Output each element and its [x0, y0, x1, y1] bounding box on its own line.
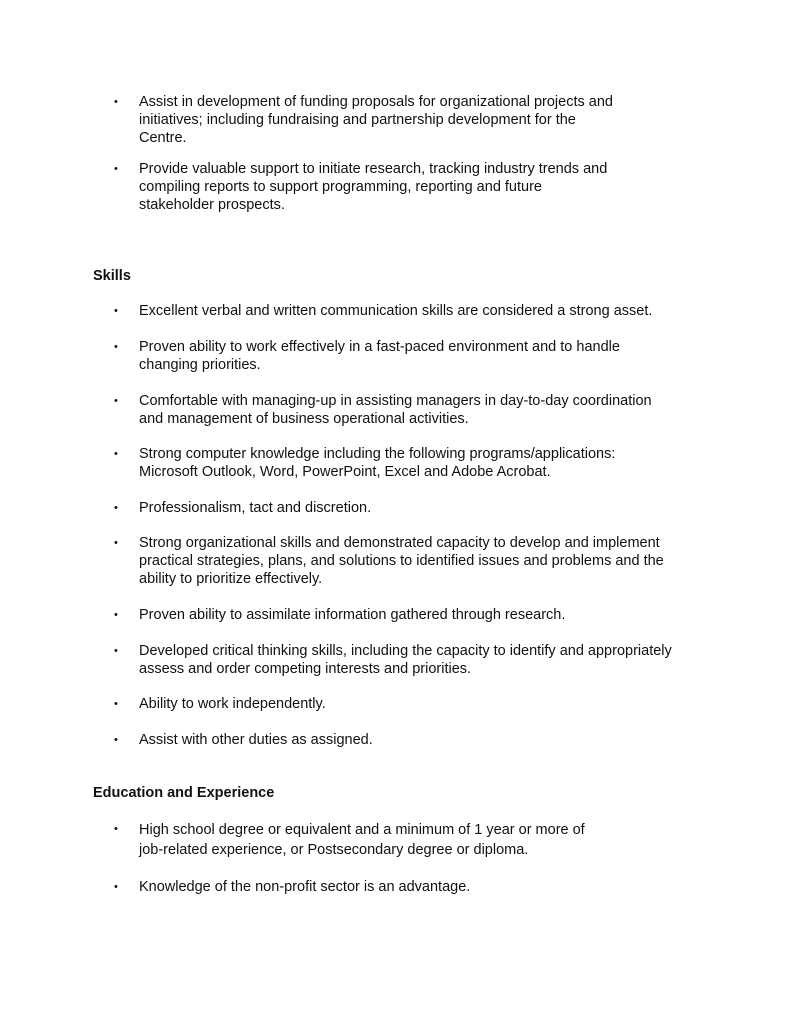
- bullet-marker: •: [114, 645, 118, 657]
- list-item-text: Assist with other duties as assigned.: [139, 732, 373, 748]
- list-item-text: Ability to work independently.: [139, 696, 326, 712]
- list-item-text: Comfortable with managing-up in assisting managers in day-to-day coordination and management of business operational activities.: [139, 393, 652, 427]
- list-item-text: Strong organizational skills and demonstrated capacity to develop and implement practical strategies, plans, and solutions to identified issues and problems and the ability to prioritize effectively.: [139, 535, 664, 587]
- bullet-marker: •: [114, 341, 118, 353]
- bullet-marker: •: [114, 502, 118, 514]
- list-item-text: Developed critical thinking skills, including the capacity to identify and appropriately assess and order competing interests and priorities.: [139, 643, 672, 677]
- bullet-marker: •: [114, 305, 118, 317]
- list-item-text: Provide valuable support to initiate research, tracking industry trends and compiling reports to support programming, reporting and future stakeholder prospects.: [139, 161, 608, 213]
- bullet-marker: •: [114, 163, 118, 175]
- bullet-marker: •: [114, 823, 118, 835]
- bullet-marker: •: [114, 395, 118, 407]
- education-heading: Education and Experience: [93, 785, 275, 801]
- list-item-text: Proven ability to work effectively in a fast-paced environment and to handle changing priorities.: [139, 339, 620, 373]
- list-item-text: Assist in development of funding proposals for organizational projects and initiatives; including fundraising and partnership development for the Centre.: [139, 94, 613, 146]
- list-item-text: Proven ability to assimilate information gathered through research.: [139, 607, 566, 623]
- bullet-marker: •: [114, 881, 118, 893]
- bullet-marker: •: [114, 609, 118, 621]
- bullet-marker: •: [114, 537, 118, 549]
- list-item-text: Knowledge of the non-profit sector is an advantage.: [139, 879, 471, 895]
- skills-heading: Skills: [93, 268, 131, 284]
- list-item-text: High school degree or equivalent and a minimum of 1 year or more of job-related experience, or Postsecondary degree or diploma.: [139, 822, 585, 858]
- bullet-marker: •: [114, 698, 118, 710]
- list-item-text: Strong computer knowledge including the following programs/applications: Microsoft Outlook, Word, PowerPoint, Excel and Adobe Acrobat.: [139, 446, 616, 480]
- list-item-text: Excellent verbal and written communication skills are considered a strong asset.: [139, 303, 653, 319]
- bullet-marker: •: [114, 448, 118, 460]
- bullet-marker: •: [114, 96, 118, 108]
- bullet-marker: •: [114, 734, 118, 746]
- list-item-text: Professionalism, tact and discretion.: [139, 500, 372, 516]
